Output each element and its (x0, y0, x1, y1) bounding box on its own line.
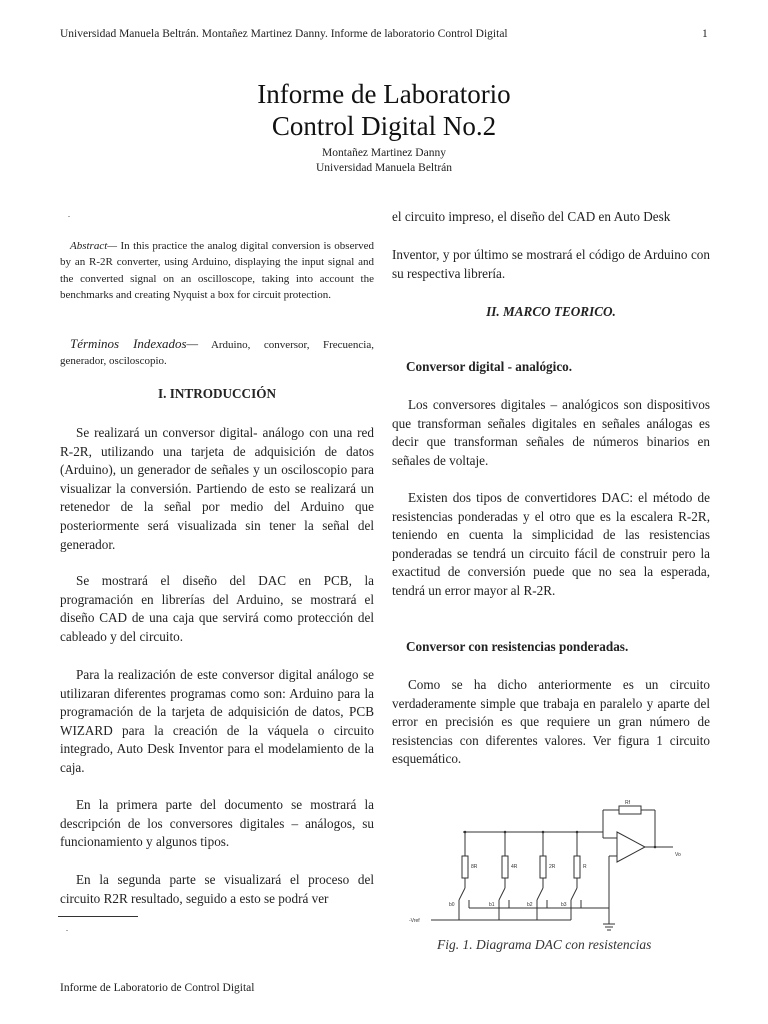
switch-b2 (537, 888, 543, 900)
label-vref: -Vref (409, 918, 420, 924)
subsection-heading-dac: Conversor digital - analógico. (406, 359, 573, 374)
resistor-4r (502, 856, 508, 878)
resistor-branches (462, 832, 580, 888)
title-line-2: Control Digital No.2 (271, 111, 497, 141)
continued-text-1: el circuito impreso, el diseño del CAD en Auto Desk (392, 209, 671, 224)
abstract (60, 238, 374, 304)
label-vout: Vo (675, 852, 681, 858)
junction-dot (576, 831, 579, 834)
marco-paragraph-3: Como se ha dicho anteriormente es un circuito verdaderamente simple que trabaja en paralelo y aparte del error en precisión es que requiere un gran número de resistencias con diferentes valores. Ver figura 1 circuito esquemático. (392, 677, 710, 767)
label-8r: 8R (471, 864, 478, 870)
author-block (0, 146, 768, 176)
label-b1: b1 (489, 902, 495, 908)
footnote-dot: . (66, 924, 68, 933)
footnote-rule (58, 916, 138, 917)
intro-paragraph-5: En la segunda parte se visualizará el proceso del circuito R2R resultado, seguido a esto se podrá ver (60, 872, 374, 906)
label-b0: b0 (449, 902, 455, 908)
index-terms-label: Términos Indexados— (70, 336, 199, 351)
author-affiliation: Universidad Manuela Beltrán (315, 162, 453, 174)
running-head: Universidad Manuela Beltrán. Montañez Martinez Danny. Informe de laboratorio Control Digital (60, 28, 508, 40)
abstract-text: In this practice the analog digital conversion is observed by an R-2R converter, using Arduino, displaying the input signal and the converted signal on an oscilloscope, taking into account the benchmarks and creating Nyquist a box for circuit protection. (60, 240, 374, 302)
label-2r: 2R (549, 864, 556, 870)
marco-paragraph-2: Existen dos tipos de convertidores DAC: el método de resistencias ponderadas y el otro que es la escalera R-2R, teniendo en cuenta la simplicidad de las resistencias ponderadas se tendrá un circuito fácil de construir pero la exactitud de conversión puede que no sea la esperada, tendrá un error mayor al R-2R. (392, 490, 710, 598)
author-name: Montañez Martinez Danny (322, 147, 446, 159)
index-terms-text: Arduino, conversor, Frecuencia, generador, osciloscopio. (60, 339, 374, 368)
junction-dot (504, 831, 507, 834)
page-footer: Informe de Laboratorio de Control Digital (60, 982, 255, 994)
label-rf: Rf (625, 800, 630, 806)
dac-schematic-figure (405, 796, 705, 938)
label-b2: b2 (527, 902, 533, 908)
label-b3: b3 (561, 902, 567, 908)
switch-b3 (571, 888, 577, 900)
label-r: R (583, 864, 587, 870)
junction-dot (654, 846, 657, 849)
section-heading-marco-teorico: II. MARCO TEORICO. (486, 304, 616, 319)
subsection-heading-weighted: Conversor con resistencias ponderadas. (406, 639, 629, 654)
intro-paragraph-4: En la primera parte del documento se mostrará la descripción de los conversores digitales – análogos, su funcionamiento y algunos tipos. (60, 797, 374, 850)
bit-switches (459, 868, 609, 920)
intro-paragraph-1: Se realizará un conversor digital- análogo con una red R-2R, utilizando una tarjeta de adquisición de datos (Arduino), un generador de señales y un osciloscopio para visualizar la conversión. Partiendo de esto se realizará un retenedor de la señal por medio del Arduino que posteriormente será visualizada sin tener la señal del generador. (60, 425, 374, 552)
resistor-8r (462, 856, 468, 878)
resistor-r (574, 856, 580, 878)
index-terms (60, 336, 374, 370)
switch-b1 (499, 888, 505, 900)
junction-dot (464, 831, 467, 834)
marco-paragraph-1: Los conversores digitales – analógicos son dispositivos que transforman señales digitales en señales análogas es decir que transforman señales de números binarios en señales de voltaje. (392, 397, 710, 468)
paper-title (0, 78, 768, 142)
abstract-dot: . (68, 210, 70, 219)
title-line-1: Informe de Laboratorio (257, 79, 511, 109)
section-heading-intro: I. INTRODUCCIÓN (158, 386, 276, 401)
figure-caption: Fig. 1. Diagrama DAC con resistencias (437, 937, 652, 952)
abstract-label: Abstract— (70, 240, 118, 252)
junction-dot (542, 831, 545, 834)
feedback-resistor (619, 806, 641, 814)
page-number: 1 (702, 28, 708, 40)
resistor-2r (540, 856, 546, 878)
switch-b0 (459, 888, 465, 900)
op-amp (617, 832, 645, 862)
continued-text-2: Inventor, y por último se mostrará el código de Arduino con su respectiva librería. (392, 247, 710, 281)
intro-paragraph-2: Se mostrará el diseño del DAC en PCB, la programación en librerías del Arduino, se mostrará el diseño CAD de una caja que servirá como protección del cableado y del circuito. (60, 573, 374, 644)
intro-paragraph-3: Para la realización de este conversor digital análogo se utilizaran diferentes programas como son: Arduino para la programación de la tarjeta de adquisición de datos, PCB WIZARD para la creación de la váquela o circuito integrado, Auto Desk Inventor para el modelamiento de la caja. (60, 667, 374, 775)
label-4r: 4R (511, 864, 518, 870)
